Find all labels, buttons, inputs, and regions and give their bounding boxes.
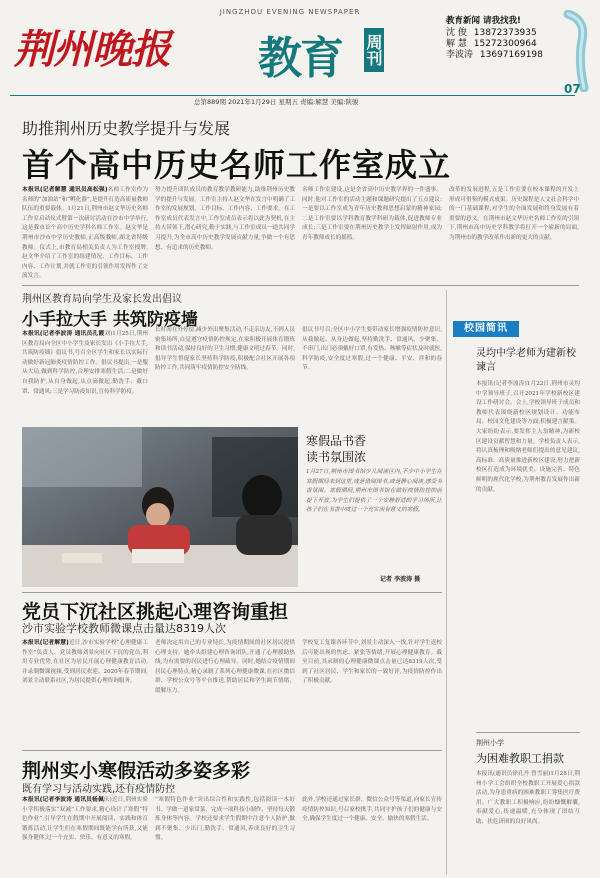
photo-headline-line1: 寒假品书香 [306,434,367,448]
story4-col-2: “寒假特色作业”突出综合性和实践性,包括阅读一本好书、学做一道家常菜、完成一项科技小制作、坚持每天锻炼身体等内容。学校还要求学生假期中注意个人防护,做到不聚集、少出门,勤洗手、常通风,养成良好的卫生习惯。 [155,797,295,842]
story2-col-1 [22,330,148,422]
story2-headline: 小手拉大手 共筑防疫墙 [22,310,198,330]
story3-col-1 [22,639,148,745]
lead-body: 名师工作室作为名师的“加油站”和“孵化器”,是提升打造高质量教师队伍的重要载体。1月21日,荆州市赵文华历史名师工作室启动仪式暨第一次研讨活动在沙市中学举行,这是我市首个高中历史学科名师工作室。赵文华是荆州市沙市中学历史教师,正高级教师,湖北省特级教师。仪式上,市教育局相关负责人为工作室授牌,赵文华介绍了工作室的组建情况、工作目标、工作内容、工作计划,并就工作室的引领作用发挥作了交流发言。 [22,187,148,280]
lead-kicker: 助推荆州历史教学提升与发展 [22,119,231,138]
story3-col-3: 学校复工复课各环节中,刘景主动深入一线,针对学生返校后可能出现的焦虑、紧张等情绪,开展心理健康教育。截至目前,其录制的心理健康微课点击量已达8319人次,受到了社区居民、学生和家长的一致好评,为疫情防控作出了积极贡献。 [302,640,442,685]
contact-name: 解 慧 [446,39,467,49]
photo-headline-line2: 读书氛围浓 [306,450,367,464]
story2-byline: 本报讯(记者李波涛 通讯员孔霞 [22,331,105,337]
story4-subhead: 既有学习与活动实践,还有疫情防控 [22,784,176,795]
contact-phone: 13872373935 [473,28,537,38]
lead-col-3: 名师工作室建设,这是全省高中历史教学界的一件盛事。同时,他对工作室的活动主题和课题研究提出了五点建议:一是要以工作室成为青年历史教师思想启蒙的精神家园;二是工作室要以学科教育教学科研为载体,促进教师专业成长;三是工作室要在荆州历史教学上发挥辐射作用,成为青年教师成长的摇篮。 [302,187,442,241]
story3-body: 近日,沙市实验学校“心理健康工作室”负责人、党员教师刘景向社区下沉的党员,利用专业优势,在社区为居民开展心理健康教育活动,并录制微课视频,受到居民欢迎。2020年春节期间,刘景主动联系社区,为居民提供心理咨询服务。 [22,640,148,685]
lead-headline: 首个高中历史名师工作室成立 [22,146,452,184]
phone-handset-icon [560,10,596,92]
issue-info: 总第889期 2021年1月29日 星期五 责编:解慧 美编:陕骏 [194,98,359,106]
brief2-body: 本报讯(通讯员徐孔丹 曾雪丽)1月28日,荆州小学工会组织全校教职工开展爱心捐款活动,为身患重病的困难教职工筹集医疗费用。广大教职工积极响应,纷纷慷慨解囊,奉献爱心,传递温暖,充分体现了团结互助、扶危济困的良好风尚。 [476,771,580,825]
masthead [0,0,600,108]
lead-byline: 本报讯(记者解慧 通讯员高松强) [22,187,108,193]
hotline-title: 教育新闻 请我找我! [446,16,521,26]
story3-subhead: 沙市实验学校教师微课点击量达8319人次 [22,622,226,635]
story2-col-2: 长时间在外停留,减少外出聚集活动,不走亲访友,不到人员密集场所,自觉遵守疫情防控规定,在家积极开展体育锻炼和读书活动,保持良好的卫生习惯,健康文明过春节。同时,倡导学生督促家长坚持科学防疫,积极配合社区开展各项防控工作,共同筑牢疫情防控安全防线。 [155,327,295,372]
hotline-contact [446,28,543,39]
story3-headline: 党员下沉社区挑起心理咨询重担 [22,601,289,623]
story3-byline: 本报讯(记者解慧) [22,640,69,646]
hotline-contact [446,50,543,61]
story2-col-3: 倡议书号召,全区中小学生要带动家长增强疫情防控意识,从我做起、从身边做起,坚持勤洗手、常通风、少聚集、不串门,出门必须戴好口罩,有发热、咳嗽等症状及时就医,科学防疫,安全度过寒假,过一个健康、平安、祥和的春节。 [302,327,442,372]
brief2-headline: 为困难教职工捐款 [476,752,564,765]
contact-name: 李波涛 [446,50,474,60]
page-number: 07 [564,82,581,96]
story4-headline: 荆州实小寒假活动多姿多彩 [22,760,251,782]
story4-body: 庆)近日,荆州实验小学积极落实“双减”工作要求,精心设计了寒假“特色作业”,引导学生在假期中开展阅读、实践和体育锻炼活动,让学生们在寒假期间既能学有所获,又能强身健体,过一个充实、快乐、有意义的寒假。 [22,797,148,842]
photo-story-body: 1月27日,荆州市图书馆少儿阅读区内,不少中小学生在寒假期间来到这里,或是借阅图书,或是静心阅读,感受书香氛围。寒假期间,荆州市图书馆在做好疫情防控的前提下开放,为学生们提供了一个安静舒适的学习场所,让孩子们在书香中度过一个充实而有意义的寒假。 [306,469,442,514]
brief1-body: 本报讯(记者李波涛)1月22日,荆州市灵均中学领导班子,召开2021年学校新校区建设工作研讨会。会上,学校领导班子成员和教师代表围绕新校区规划设计、功能布局、校园文化建设等方面,积极建言献策。大家纷纷表示,要发挥主人翁精神,为新校区建设贡献智慧和力量。学校负责人表示,将认真梳理和吸纳老师们提出的意见建议,高标准、高质量推进新校区建设,努力把新校区打造成为环境优美、设施完善、特色鲜明的现代化学校,为荆州教育发展作出新的贡献。 [476,381,580,493]
lead-col-1 [22,186,148,280]
photo-story-headline [306,433,366,465]
story2-kicker: 荆州区教育局向学生及家长发出倡议 [22,294,182,305]
sidebar-divider [446,290,447,875]
contact-name: 沈 俊 [446,28,467,38]
reading-photo [22,427,298,587]
hotline-contact [446,39,543,50]
lead-col-4: 改革的发展进程,五是工作室要在校本课程的开发上形成可借鉴的模式成果。历史课程是人文社会科学中的一门基础课程,对学生的全面发展和终身发展有着重要的意义。在荆州市赵文华历史名师工作室的引领下,荆州市高中历史学科教学将打开一个崭新的局面,为荆州市的教学改革作出新的更大的贡献。 [449,187,579,241]
story3-col-2: 老师决定用自己的专业特长,为疫情期间的社区居民提供心理支持。她牵头组建心理咨询团队,开通了心理援助热线,为有需要的居民进行心理疏导。同时,她结合疫情期间居民心理特点,精心录制了系列心理健康微课,在社区微信群、学校公众号等平台推送,帮助居民和学生调节情绪、缓解压力。 [155,640,295,694]
brief2-kicker: 荆州小学 [476,739,504,747]
story2-body: 刘)1月25日,荆州区教育局向全区中小学生及家长发出《小手拉大手,共筑防疫墙》倡议书,号召全区学生和家长以实际行动做好新冠肺炎疫情防控工作。倡议书提出,一是服从大局,做到科学防控,合理安排寒假生活;二是做好自我防护,从自身做起,从点滴做起,勤洗手、戴口罩、常通风;三是学习防疫知识,宣传科学防疫。 [22,331,148,395]
hotline-box [440,14,558,84]
photo-credit: 记者 李波涛 摄 [380,576,421,583]
newspaper-logo: 荆州晚报 [14,26,170,73]
story4-col-3: 此外,学校还通过家长群、微信公众号等渠道,向家长宣传疫情防控知识,号召家校携手,共同守护孩子们的健康与安全,确保学生度过一个健康、安全、愉快的寒假生活。 [302,797,442,823]
brief1-headline: 灵均中学老师为建新校谏言 [476,348,576,373]
english-name: JINGZHOU EVENING NEWSPAPER [219,8,361,16]
lead-col-2: 努力提升团队成员的教育教学教研能力,助推荆州历史教学的提升与发展。工作室主持人赵文华在发言中明确了工作室的发展规划、工作目标、工作内容、工作要求。在工作室成员代表发言中,工作室成员表示将以此为契机,在主持人带领下,潜心研究,勤于实践,与工作室成员一道共同学习提升,为全市高中历史教学发展贡献力量,争做一个有思想、有追求的历史教师。 [155,187,295,251]
sidebar-title-badge: 校园简讯 [453,321,519,337]
story4-col-1 [22,796,148,872]
masthead-rule [10,95,575,96]
contact-phone: 13697169198 [479,50,543,60]
divider [22,285,579,286]
divider [22,592,442,593]
divider [476,732,580,733]
section-weekly-badge: 周刊 [364,28,384,72]
divider [22,750,442,751]
contact-phone: 15272300964 [473,39,537,49]
story4-byline: 本报讯(记者李波涛 通讯员杨佩 [22,797,104,803]
section-title: 教育 [258,33,342,84]
